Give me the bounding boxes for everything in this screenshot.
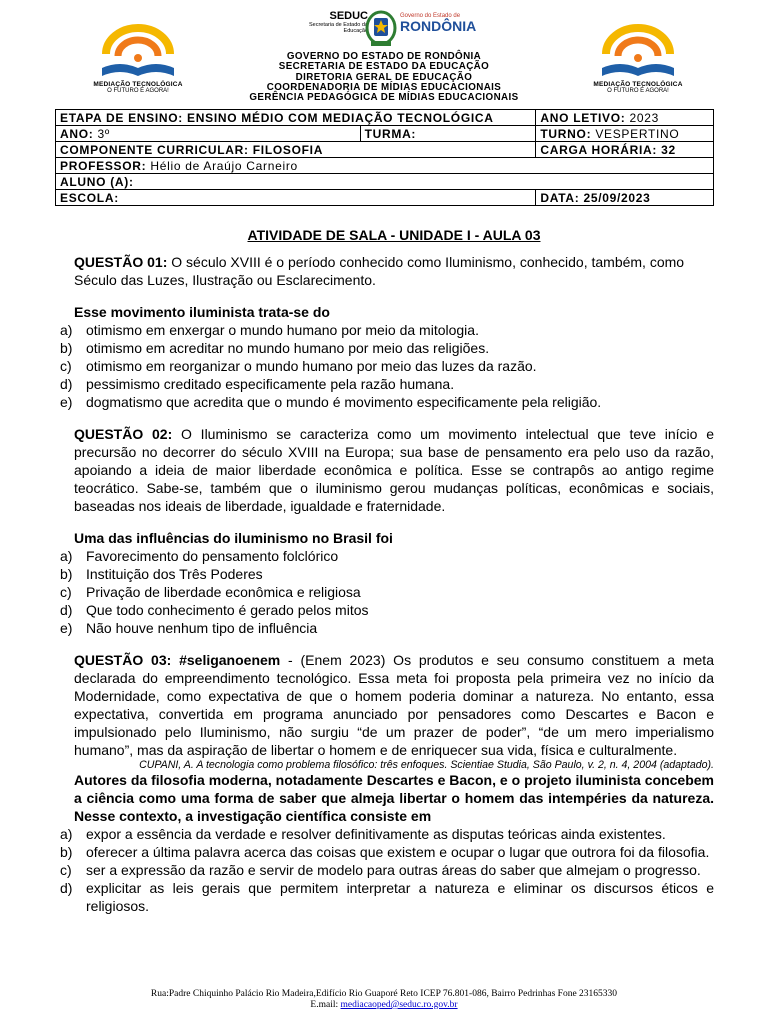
aluno-cell: ALUNO (A): [56, 174, 714, 190]
activity-content [60, 226, 714, 915]
q3-options [60, 825, 714, 915]
footer-email-link[interactable]: mediacaoped@seduc.ro.gov.br [340, 1000, 458, 1010]
q1-option-c[interactable]: c) otimismo em reorganizar o mundo humano por meio das luzes da razão. [60, 358, 537, 374]
q1-statement [74, 253, 714, 289]
professor-cell: PROFESSOR: Hélio de Araújo Carneiro [56, 158, 714, 174]
org-line: GERÊNCIA PEDAGÓGICA DE MÍDIAS EDUCACIONAIS [249, 92, 519, 104]
carga-cell: CARGA HORÁRIA: 32 [536, 142, 714, 158]
q2-option-c[interactable]: c) Privação de liberdade econômica e religiosa [60, 584, 361, 600]
info-row-escola [56, 190, 714, 206]
org-line: DIRETORIA GERAL DE EDUCAÇÃO [295, 71, 473, 83]
info-row-ano [56, 126, 714, 142]
turma-cell: TURMA: [360, 126, 536, 142]
q3-statement [74, 651, 714, 759]
q2-option-d[interactable]: d) Que todo conhecimento é gerado pelos mitos [60, 602, 369, 618]
seduc-name: SEDUC [329, 10, 368, 22]
escola-cell: ESCOLA: [56, 190, 536, 206]
q2-option-e[interactable]: e) Não houve nenhum tipo de influência [60, 620, 318, 636]
ano-cell: ANO: 3º [56, 126, 361, 142]
seduc-logo [286, 10, 368, 34]
info-row-componente [56, 142, 714, 158]
q3-option-a[interactable]: a) expor a essência da verdade e resolver definitivamente as disputas teóricas ainda existentes. [60, 826, 666, 842]
wifi-book-icon [92, 24, 184, 80]
info-row-professor [56, 158, 714, 174]
wifi-book-icon [592, 24, 684, 80]
footer-email-label: E.mail: [310, 1000, 339, 1010]
q1-option-d[interactable]: d) pessimismo creditado especificamente pela razão humana. [60, 376, 455, 392]
logo-tagline: O FUTURO É AGORA! [107, 88, 169, 94]
logo-name: MEDIAÇÃO TECNOLÓGICA [593, 81, 683, 88]
componente-cell: COMPONENTE CURRICULAR: FILOSOFIA [56, 142, 536, 158]
q3-option-d[interactable]: d) explicitar as leis gerais que permitem interpretar a natureza e eliminar os discursos éticos e religiosos. [60, 880, 714, 914]
q2-option-a[interactable]: a) Favorecimento do pensamento folclórico [60, 548, 339, 564]
page-title: ATIVIDADE DE SALA - UNIDADE I - AULA 03 [247, 227, 541, 243]
ano-letivo-cell: ANO LETIVO: 2023 [536, 110, 714, 126]
q1-option-b[interactable]: b) otimismo em acreditar no mundo humano por meio das religiões. [60, 340, 490, 356]
org-header [214, 52, 554, 103]
logo-mediacao-left [88, 24, 188, 106]
seduc-sub1: Secretaria de Estado da [308, 22, 368, 28]
q1-option-a[interactable]: a) otimismo em enxergar o mundo humano por meio da mitologia. [60, 322, 479, 338]
etapa-cell: ETAPA DE ENSINO: ENSINO MÉDIO COM MEDIAÇÃO TECNOLÓGICA [56, 110, 536, 126]
gov-rondonia-logo [400, 13, 476, 34]
logo-tagline: O FUTURO É AGORA! [607, 88, 669, 94]
q1-option-e[interactable]: e) dogmatismo que acredita que o mundo é movimento especificamente pela religião. [60, 394, 602, 410]
q1-label: QUESTÃO 01: [74, 254, 168, 270]
info-table [55, 109, 714, 206]
q3-option-c[interactable]: c) ser a expressão da razão e servir de modelo para outras áreas do saber que almejam o progresso. [60, 862, 701, 878]
info-row-aluno [56, 174, 714, 190]
q3-text: - (Enem 2023) Os produtos e seu consumo constituem a meta declarada do empreendimento tecnológico. Essa meta foi proposta pela primeira vez no início da Modernidade, como expectativa de que o homem poderia dominar a natureza. No entanto, essa expectativa, convertida em programa anunciado por pensadores como Descartes e Bacon e impulsionado pelo Iluminismo, não surgiu “de um prazer de poder”, “de um mero imperialismo humano”, mas da aspiração de libertar o homem e de enriquecer sua vida, física e culturalmente. [74, 652, 714, 758]
footer-address: Rua:Padre Chiquinho Palácio Rio Madeira,Edifício Rio Guaporé Reto ICEP 76.801-086, Bairro Pedrinhas Fone 23165330 [150, 989, 618, 999]
q2-option-b[interactable]: b) Instituição dos Três Poderes [60, 566, 263, 582]
logo-name: MEDIAÇÃO TECNOLÓGICA [93, 81, 183, 88]
data-cell: DATA: 25/09/2023 [536, 190, 714, 206]
q1-text: O século XVIII é o período conhecido como Iluminismo, conhecido, também, como Século das Luzes, Ilustração ou Esclarecimento. [74, 254, 685, 288]
q1-prompt: Esse movimento iluminista trata-se do [74, 304, 330, 320]
q2-statement [74, 425, 714, 515]
logo-mediacao-right [588, 24, 688, 106]
q3-option-b[interactable]: b) oferecer a última palavra acerca das coisas que existem e ocupar o lugar que outrora foi da filosofia. [60, 844, 710, 860]
q3-label: QUESTÃO 03: #seliganoenem [74, 652, 281, 668]
coat-of-arms-icon [363, 8, 399, 50]
org-line: COORDENADORIA DE MÍDIAS EDUCACIONAIS [266, 81, 502, 93]
gov-small-text: Governo do Estado de [400, 13, 461, 19]
footer-email-line [0, 1000, 768, 1011]
q2-label: QUESTÃO 02: [74, 426, 173, 442]
gov-big-text: RONDÔNIA [400, 18, 477, 34]
q1-options [60, 321, 714, 411]
q3-citation: CUPANI, A. A tecnologia como problema filosófico: três enfoques. Scientiae Studia, São Paulo, v. 2, n. 4, 2004 (adaptado). [139, 759, 714, 771]
info-row-etapa [56, 110, 714, 126]
turno-cell: TURNO: VESPERTINO [536, 126, 714, 142]
org-line: GOVERNO DO ESTADO DE RONDÔNIA [286, 51, 482, 62]
q2-prompt: Uma das influências do iluminismo no Brasil foi [74, 530, 393, 546]
q2-options [60, 547, 714, 637]
q2-text: O Iluminismo se caracteriza como um movimento intelectual que teve início e precursão no decorrer do século XVIII na Europa; sua base de pensamento era pelo uso da razão, apoiando a ideia de maior liberdade econômica e política. Esse se contrapôs ao antigo regime teocrático. Sabe-se, também que o iluminismo gerou mudanças políticas, econômicas e sociais, baseadas nos ideais de liberdade, igualdade e fraternidade. [74, 426, 714, 514]
q3-prompt: Autores da filosofia moderna, notadamente Descartes e Bacon, e o projeto iluminista concebem a ciência como uma forma de saber que almeja libertar o homem das intempéries da natureza. Nesse contexto, a investigação científica consiste em [74, 772, 714, 824]
footer [0, 989, 768, 1011]
seduc-sub2: Educação [343, 28, 368, 34]
org-line: SECRETARIA DE ESTADO DA EDUCAÇÃO [278, 61, 490, 73]
